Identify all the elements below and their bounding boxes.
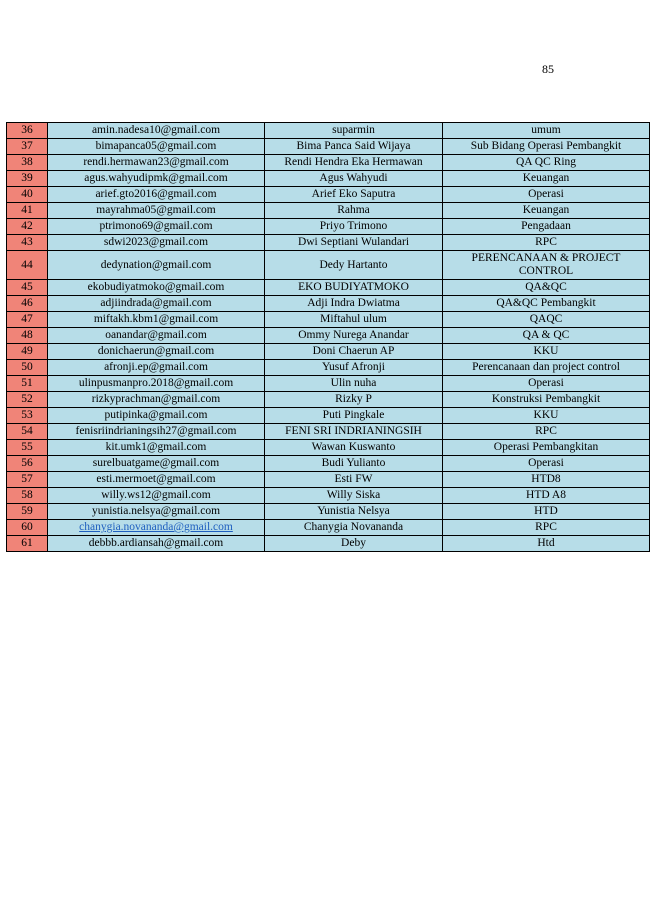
name-cell: Arief Eko Saputra xyxy=(265,187,443,203)
name-cell: Adji Indra Dwiatma xyxy=(265,296,443,312)
name-cell: Bima Panca Said Wijaya xyxy=(265,139,443,155)
row-number: 61 xyxy=(7,536,48,552)
email-cell: ekobudiyatmoko@gmail.com xyxy=(48,280,265,296)
name-cell: Deby xyxy=(265,536,443,552)
name-cell: Wawan Kuswanto xyxy=(265,440,443,456)
email-cell: fenisriindrianingsih27@gmail.com xyxy=(48,424,265,440)
email-cell: dedynation@gmail.com xyxy=(48,251,265,280)
unit-cell: HTD8 xyxy=(443,472,650,488)
unit-cell: QA&QC Pembangkit xyxy=(443,296,650,312)
name-cell: Willy Siska xyxy=(265,488,443,504)
table-row xyxy=(7,472,650,488)
name-cell: EKO BUDIYATMOKO xyxy=(265,280,443,296)
email-cell: rendi.hermawan23@gmail.com xyxy=(48,155,265,171)
unit-cell: RPC xyxy=(443,424,650,440)
name-cell: Rahma xyxy=(265,203,443,219)
row-number: 47 xyxy=(7,312,48,328)
email-cell: surelbuatgame@gmail.com xyxy=(48,456,265,472)
row-number: 38 xyxy=(7,155,48,171)
table-row xyxy=(7,440,650,456)
email-cell: arief.gto2016@gmail.com xyxy=(48,187,265,203)
table-body xyxy=(7,123,650,552)
unit-cell: Keuangan xyxy=(443,171,650,187)
name-cell: Dedy Hartanto xyxy=(265,251,443,280)
row-number: 56 xyxy=(7,456,48,472)
unit-cell: Operasi Pembangkitan xyxy=(443,440,650,456)
table-row xyxy=(7,536,650,552)
email-cell: amin.nadesa10@gmail.com xyxy=(48,123,265,139)
table-row xyxy=(7,312,650,328)
page-number: 85 xyxy=(542,62,554,76)
name-cell: FENI SRI INDRIANINGSIH xyxy=(265,424,443,440)
unit-cell: QAQC xyxy=(443,312,650,328)
table-row xyxy=(7,251,650,280)
unit-cell: umum xyxy=(443,123,650,139)
name-cell: Chanygia Novananda xyxy=(265,520,443,536)
table-row xyxy=(7,456,650,472)
name-cell: Doni Chaerun AP xyxy=(265,344,443,360)
row-number: 43 xyxy=(7,235,48,251)
table-row xyxy=(7,360,650,376)
row-number: 39 xyxy=(7,171,48,187)
table-row xyxy=(7,296,650,312)
email-cell: miftakh.kbm1@gmail.com xyxy=(48,312,265,328)
unit-cell: RPC xyxy=(443,235,650,251)
email-cell: kit.umk1@gmail.com xyxy=(48,440,265,456)
unit-cell: Keuangan xyxy=(443,203,650,219)
row-number: 36 xyxy=(7,123,48,139)
email-link[interactable]: chanygia.novananda@gmail.com xyxy=(79,521,233,533)
name-cell: Rizky P xyxy=(265,392,443,408)
row-number: 57 xyxy=(7,472,48,488)
email-cell: willy.ws12@gmail.com xyxy=(48,488,265,504)
email-cell: agus.wahyudipmk@gmail.com xyxy=(48,171,265,187)
row-number: 42 xyxy=(7,219,48,235)
email-cell: adjiindrada@gmail.com xyxy=(48,296,265,312)
row-number: 52 xyxy=(7,392,48,408)
row-number: 53 xyxy=(7,408,48,424)
row-number: 60 xyxy=(7,520,48,536)
row-number: 49 xyxy=(7,344,48,360)
unit-cell: Perencanaan dan project control xyxy=(443,360,650,376)
unit-cell: RPC xyxy=(443,520,650,536)
name-cell: Ommy Nurega Anandar xyxy=(265,328,443,344)
unit-cell: QA QC Ring xyxy=(443,155,650,171)
row-number: 59 xyxy=(7,504,48,520)
row-number: 46 xyxy=(7,296,48,312)
row-number: 48 xyxy=(7,328,48,344)
row-number: 41 xyxy=(7,203,48,219)
email-cell: bimapanca05@gmail.com xyxy=(48,139,265,155)
name-cell: Agus Wahyudi xyxy=(265,171,443,187)
table-row xyxy=(7,408,650,424)
unit-cell: Operasi xyxy=(443,376,650,392)
row-number: 44 xyxy=(7,251,48,280)
email-cell: afronji.ep@gmail.com xyxy=(48,360,265,376)
table-row xyxy=(7,520,650,536)
name-cell: Puti Pingkale xyxy=(265,408,443,424)
unit-cell: KKU xyxy=(443,344,650,360)
email-cell: ulinpusmanpro.2018@gmail.com xyxy=(48,376,265,392)
unit-cell: Konstruksi Pembangkit xyxy=(443,392,650,408)
row-number: 51 xyxy=(7,376,48,392)
unit-cell: Operasi xyxy=(443,187,650,203)
table-row xyxy=(7,376,650,392)
email-cell: mayrahma05@gmail.com xyxy=(48,203,265,219)
unit-cell: QA & QC xyxy=(443,328,650,344)
table-row xyxy=(7,504,650,520)
name-cell: Budi Yulianto xyxy=(265,456,443,472)
name-cell: Miftahul ulum xyxy=(265,312,443,328)
row-number: 40 xyxy=(7,187,48,203)
row-number: 58 xyxy=(7,488,48,504)
row-number: 50 xyxy=(7,360,48,376)
table-row xyxy=(7,392,650,408)
unit-cell: HTD xyxy=(443,504,650,520)
name-cell: Dwi Septiani Wulandari xyxy=(265,235,443,251)
unit-cell: Operasi xyxy=(443,456,650,472)
table-row xyxy=(7,139,650,155)
table-row xyxy=(7,344,650,360)
table-row xyxy=(7,280,650,296)
email-cell: donichaerun@gmail.com xyxy=(48,344,265,360)
row-number: 45 xyxy=(7,280,48,296)
name-cell: Yusuf Afronji xyxy=(265,360,443,376)
row-number: 55 xyxy=(7,440,48,456)
name-cell: suparmin xyxy=(265,123,443,139)
name-cell: Rendi Hendra Eka Hermawan xyxy=(265,155,443,171)
email-cell: ptrimono69@gmail.com xyxy=(48,219,265,235)
unit-cell: PERENCANAAN & PROJECT CONTROL xyxy=(443,251,650,280)
row-number: 54 xyxy=(7,424,48,440)
table-row xyxy=(7,219,650,235)
table-row xyxy=(7,203,650,219)
name-cell: Ulin nuha xyxy=(265,376,443,392)
unit-cell: Htd xyxy=(443,536,650,552)
table-row xyxy=(7,424,650,440)
unit-cell: HTD A8 xyxy=(443,488,650,504)
email-cell: putipinka@gmail.com xyxy=(48,408,265,424)
email-cell: esti.mermoet@gmail.com xyxy=(48,472,265,488)
table-row xyxy=(7,123,650,139)
email-cell xyxy=(48,520,265,536)
row-number: 37 xyxy=(7,139,48,155)
unit-cell: Pengadaan xyxy=(443,219,650,235)
email-cell: sdwi2023@gmail.com xyxy=(48,235,265,251)
unit-cell: QA&QC xyxy=(443,280,650,296)
participant-table xyxy=(6,122,650,552)
email-cell: debbb.ardiansah@gmail.com xyxy=(48,536,265,552)
name-cell: Priyo Trimono xyxy=(265,219,443,235)
unit-cell: KKU xyxy=(443,408,650,424)
table-row xyxy=(7,235,650,251)
table-row xyxy=(7,488,650,504)
unit-cell: Sub Bidang Operasi Pembangkit xyxy=(443,139,650,155)
name-cell: Yunistia Nelsya xyxy=(265,504,443,520)
name-cell: Esti FW xyxy=(265,472,443,488)
email-cell: rizkyprachman@gmail.com xyxy=(48,392,265,408)
table-row xyxy=(7,328,650,344)
email-cell: oanandar@gmail.com xyxy=(48,328,265,344)
table-row xyxy=(7,187,650,203)
table-row xyxy=(7,171,650,187)
table-row xyxy=(7,155,650,171)
email-cell: yunistia.nelsya@gmail.com xyxy=(48,504,265,520)
